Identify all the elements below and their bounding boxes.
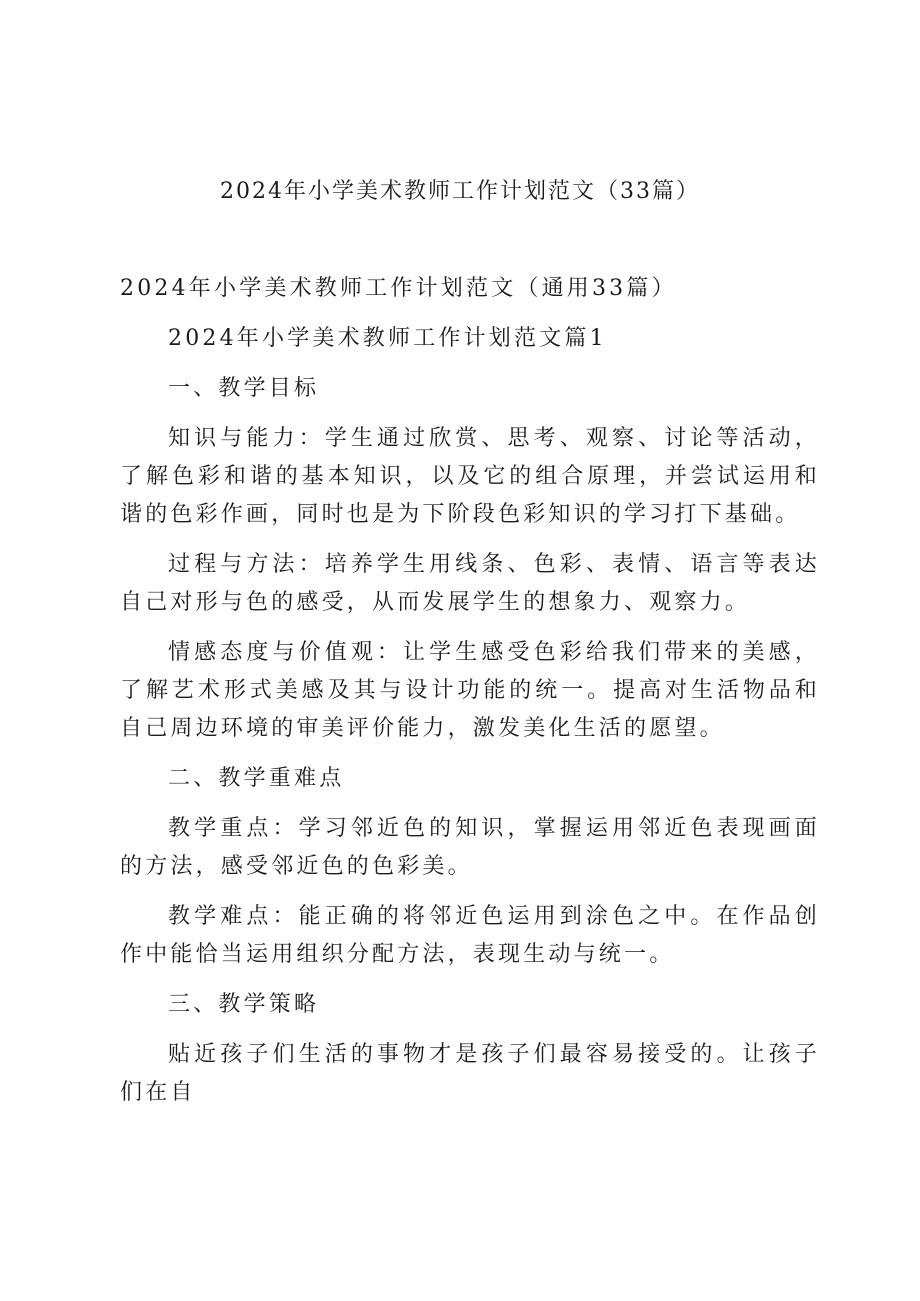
paragraph-emotion-values: 情感态度与价值观：让学生感受色彩给我们带来的美感，了解艺术形式美感及其与设计功能的统一。提高对生活物品和自己周边环境的审美评价能力，激发美化生活的愿望。 xyxy=(120,640,820,741)
heading-key-difficult-points: 二、教学重难点 xyxy=(168,766,345,791)
paragraph-process-method: 过程与方法：培养学生用线条、色彩、表情、语言等表达自己对形与色的感受，从而发展学生的想象力、观察力。 xyxy=(120,552,820,615)
paragraph-difficult-point: 教学难点：能正确的将邻近色运用到涂色之中。在作品创作中能恰当运用组织分配方法，表现生动与统一。 xyxy=(120,904,820,967)
heading-teaching-strategy: 三、教学策略 xyxy=(168,992,320,1017)
document-subtitle: 2024年小学美术教师工作计划范文（通用33篇） xyxy=(120,276,677,301)
heading-teaching-goals: 一、教学目标 xyxy=(168,376,320,401)
paragraph-knowledge-ability: 知识与能力：学生通过欣赏、思考、观察、讨论等活动，了解色彩和谐的基本知识，以及它的组合原理，并尝试运用和谐的色彩作画，同时也是为下阶段色彩知识的学习打下基础。 xyxy=(120,426,820,527)
section-title: 2024年小学美术教师工作计划范文篇1 xyxy=(168,326,607,351)
document-title: 2024年小学美术教师工作计划范文（33篇） xyxy=(220,179,700,204)
document-body xyxy=(120,270,820,1112)
paragraph-key-point: 教学重点：学习邻近色的知识，掌握运用邻近色表现画面的方法，感受邻近色的色彩美。 xyxy=(120,816,820,879)
paragraph-strategy: 贴近孩子们生活的事物才是孩子们最容易接受的。让孩子们在自 xyxy=(120,1042,820,1105)
